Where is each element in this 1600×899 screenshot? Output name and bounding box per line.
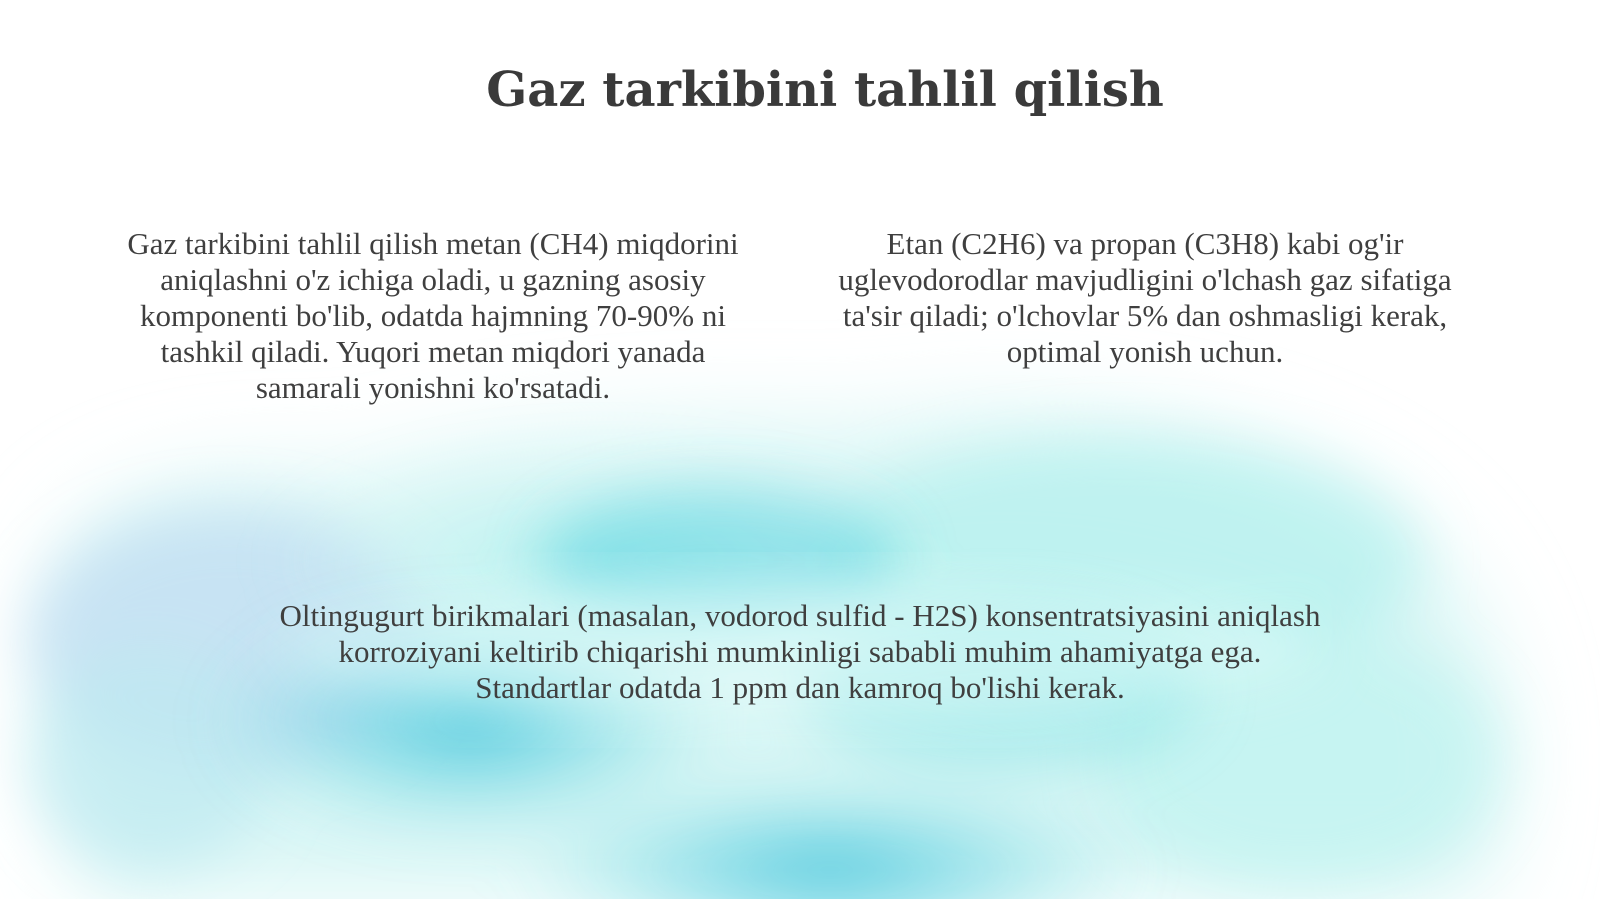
paragraph-heavy-hydrocarbons: Etan (C2H6) va propan (C3H8) kabi og'ir uglevodorodlar mavjudligini o'lchash gaz sifatiga ta'sir qiladi; o'lchovlar 5% dan oshmasligi kerak, optimal yonish uchun.	[838, 226, 1452, 369]
paragraph-methane: Gaz tarkibini tahlil qilish metan (CH4) miqdorini aniqlashni o'z ichiga oladi, u gazning asosiy komponenti bo'lib, odatda hajmning 70-90% ni tashkil qiladi. Yuqori metan miqdori yanada samarali yonishni ko'rsatadi.	[127, 226, 739, 405]
paragraph-sulfur-compounds: Oltingugurt birikmalari (masalan, vodorod sulfid - H2S) konsentratsiyasini aniqlash korroziyani keltirib chiqarishi mumkinligi sababli muhim ahamiyatga ega. Standartlar odatda 1 ppm dan kamroq bo'lishi kerak.	[279, 598, 1321, 705]
slide-title: Gaz tarkibini tahlil qilish	[486, 62, 1164, 118]
